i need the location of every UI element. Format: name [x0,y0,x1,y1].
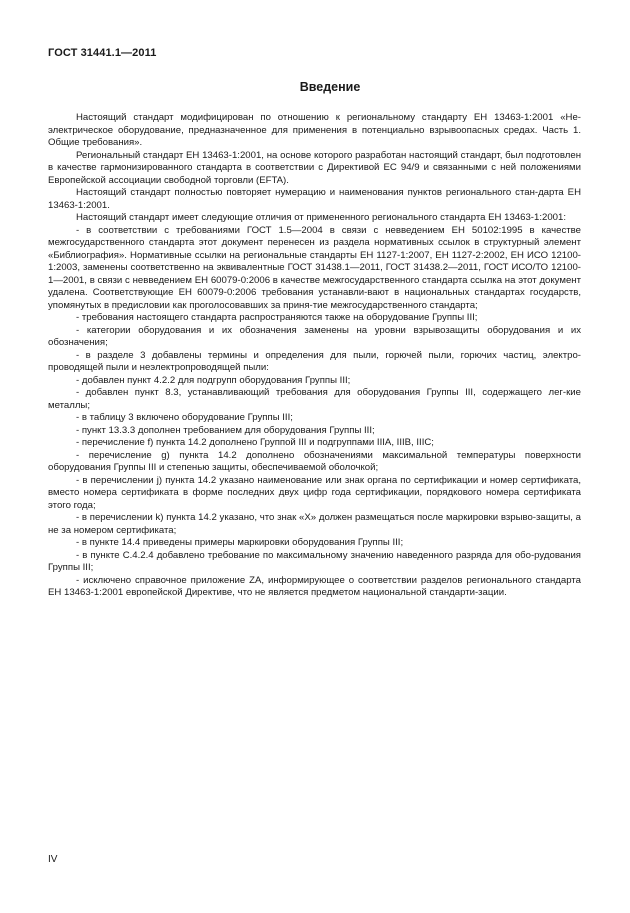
list-item: - в перечислении j) пункта 14.2 указано наименование или знак органа по сертификации и номер сертификата, вместо номера сертификата в форме последних двух цифр года сертификации, порядкового номера сертификата этого года; [48,474,581,511]
list-item: - в пункте 14.4 приведены примеры маркировки оборудования Группы III; [76,537,404,548]
list-item: - в перечислении k) пункта 14.2 указано, что знак «X» должен размещаться после маркировки взрыво-защиты, а не за номером сертификата; [48,512,581,536]
list-item: - в соответствии с требованиями ГОСТ 1.5—2004 в связи с невведением ЕН 50102:1995 в качестве межгосударственного стандарта этот документ перенесен из раздела нормативных ссылок в структурный элемент «Библиография». Нормативные ссылки на региональные стандарты ЕН 1127-1:2007, ЕН 1127-2:2002, ЕН ИСО 12100-1:2003, заменены соответственно на эквивалентные ГОСТ 31438.1—2011, ГОСТ 31438.2—2011, ГОСТ ИСО/ТО 12100-1—2001, в связи с невведением ЕН 60079-0:2006 в качестве межгосударственного стандарта ссылка на этот документ удалена. Соответствующие ЕН 60079-0:2006 требования устанавли-вают в национальных стандартах государств, упомянутых в предисловии как проголосовавших за приня-тие межгосударственного стандарта; [48,224,581,311]
list-item: - перечисление f) пункта 14.2 дополнено Группой III и подгруппами IIIA, IIIB, IIIC; [76,437,434,448]
list-item: - в пункте C.4.2.4 добавлено требование по максимальному значению наведенного разряда для обо-рудования Группы III; [48,549,581,573]
paragraph: Настоящий стандарт имеет следующие отличия от примененного регионального стандарта ЕН 13463-1:2001: [76,212,567,223]
section-title: Введение [299,80,361,94]
list-item: - перечисление g) пункта 14.2 дополнено обозначениями максимальной температуры поверхности оборудования Группы III и степенью защиты, обеспечиваемой оболочкой; [48,449,581,473]
list-item: - требования настоящего стандарта распространяются также на оборудование Группы III; [76,312,478,323]
list-item: - пункт 13.3.3 дополнен требованием для оборудования Группы III; [76,424,375,436]
list-item: - в таблицу 3 включено оборудование Группы III; [76,412,293,423]
list-item: - категории оборудования и их обозначения заменены на уровни взрывозащиты оборудования и их обозначения; [48,324,581,348]
paragraph: Региональный стандарт ЕН 13463-1:2001, на основе которого разработан настоящий стандарт, был подготовлен в качестве гармонизированного стандарта в соответствии с Директивой ЕС 94/9 и связанными с ней положениями Европейской ассоциации свободной торговли (EFTA). [48,149,581,186]
page-number: IV [48,854,58,865]
list-item: - добавлен пункт 8.3, устанавливающий требования для оборудования Группы III, содержащего лег-кие металлы; [48,387,581,411]
list-item: - исключено справочное приложение ZA, информирующее о соответствии разделов регионального стандарта ЕН 13463-1:2001 европейской Директиве, что не является предметом национальной стандарти-зации. [48,574,581,598]
paragraph: Настоящий стандарт полностью повторяет нумерацию и наименования пунктов регионального стан-дарта ЕН 13463-1:2001. [48,187,581,211]
list-item: - в разделе 3 добавлены термины и определения для пыли, горючей пыли, горючих частиц, электро-проводящей пыли и неэлектропроводящей пыли: [48,349,581,373]
list-item: - добавлен пункт 4.2.2 для подгрупп оборудования Группы III; [76,374,351,386]
introduction-body [48,112,581,600]
document-number: ГОСТ 31441.1—2011 [48,47,157,59]
paragraph: Настоящий стандарт модифицирован по отношению к региональному стандарту ЕН 13463-1:2001 «Не-электрическое оборудование, предназначенное для применения в потенциально взрывоопасных средах. Часть 1. Общие требования». [48,112,581,148]
